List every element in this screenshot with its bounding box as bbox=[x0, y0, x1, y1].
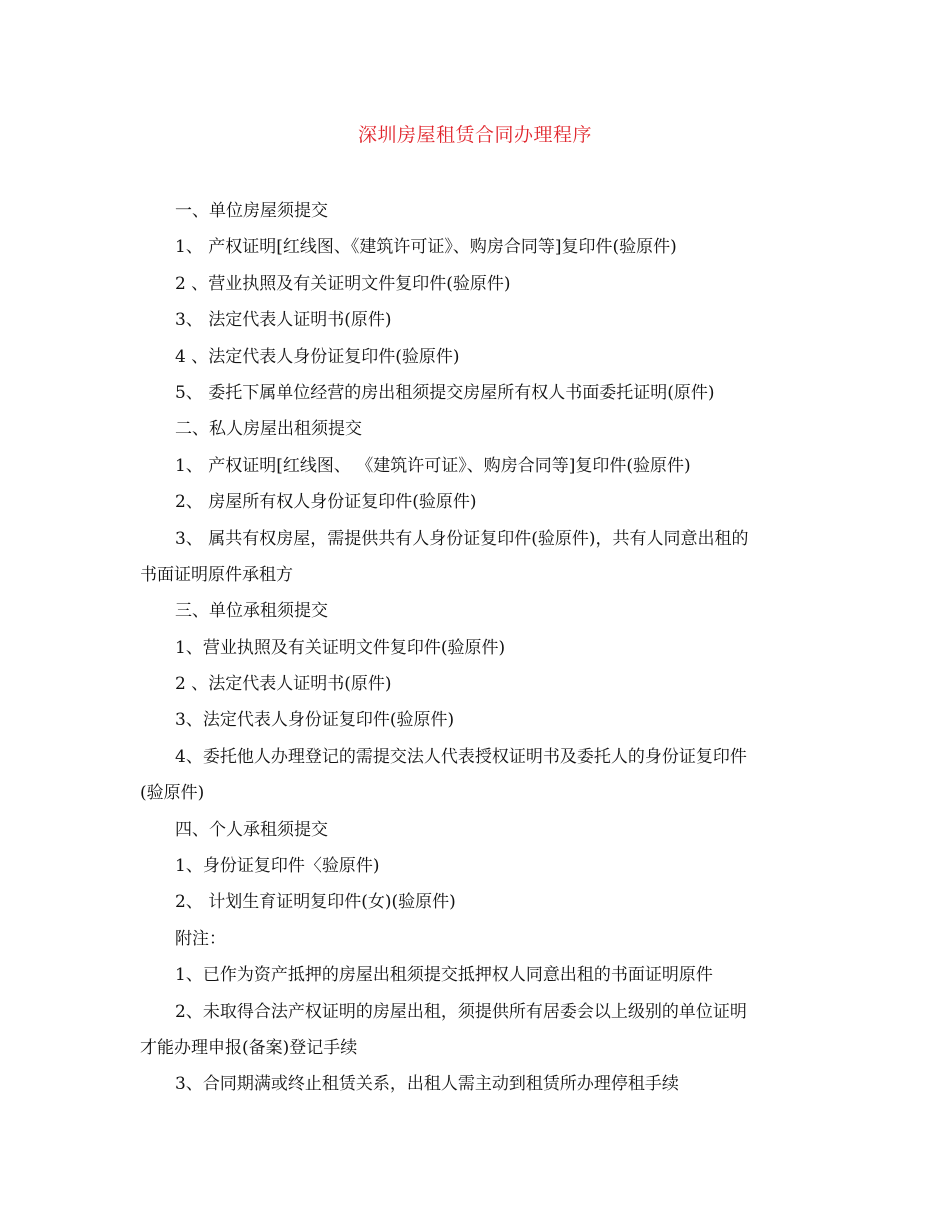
text-line: 5、 委托下属单位经营的房出租须提交房屋所有权人书面委托证明(原件) bbox=[175, 382, 715, 403]
text-line: 1、 产权证明[红线图、 《建筑许可证》、购房合同等]复印件(验原件) bbox=[175, 455, 691, 476]
text-line: (验原件) bbox=[140, 783, 205, 804]
text-line: 4、委托他人办理登记的需提交法人代表授权证明书及委托人的身份证复印件 bbox=[175, 746, 747, 767]
text-line: 3、 法定代表人证明书(原件) bbox=[175, 310, 392, 331]
text-line: 三、单位承租须提交 bbox=[175, 601, 328, 622]
text-line: 2 、法定代表人证明书(原件) bbox=[175, 674, 392, 695]
text-line: 一、单位房屋须提交 bbox=[175, 201, 328, 221]
text-line: 3、法定代表人身份证复印件(验原件) bbox=[175, 710, 455, 731]
text-line: 2、 计划生育证明复印件(女)(验原件) bbox=[175, 892, 456, 913]
document-title: 深圳房屋租赁合同办理程序 bbox=[357, 124, 592, 146]
text-line: 4 、法定代表人身份证复印件(验原件) bbox=[175, 346, 460, 367]
text-line: 2、未取得合法产权证明的房屋出租，须提供所有居委会以上级别的单位证明 bbox=[175, 1001, 747, 1022]
text-line: 3、 属共有权房屋，需提供共有人身份证复印件(验原件)，共有人同意出租的 bbox=[175, 528, 749, 549]
text-line: 才能办理申报(备案)登记手续 bbox=[140, 1037, 358, 1058]
text-line: 3、合同期满或终止租赁关系，出租人需主动到租赁所办理停租手续 bbox=[175, 1074, 679, 1095]
text-line: 1、营业执照及有关证明文件复印件(验原件) bbox=[175, 637, 506, 658]
text-line: 1、已作为资产抵押的房屋出租须提交抵押权人同意出租的书面证明原件 bbox=[175, 965, 713, 986]
text-line: 2 、营业执照及有关证明文件复印件(验原件) bbox=[175, 273, 511, 294]
document-body bbox=[140, 193, 808, 1103]
text-line: 四、个人承租须提交 bbox=[175, 819, 328, 840]
text-line: 2、 房屋所有权人身份证复印件(验原件) bbox=[175, 492, 477, 513]
text-line: 附注： bbox=[175, 928, 226, 949]
text-line: 书面证明原件承租方 bbox=[140, 564, 293, 585]
text-line: 1、 产权证明[红线图、《建筑许可证》、购房合同等]复印件(验原件) bbox=[175, 237, 677, 258]
text-line: 二、私人房屋出租须提交 bbox=[175, 419, 362, 440]
text-line: 1、身份证复印件〈验原件) bbox=[175, 856, 380, 877]
